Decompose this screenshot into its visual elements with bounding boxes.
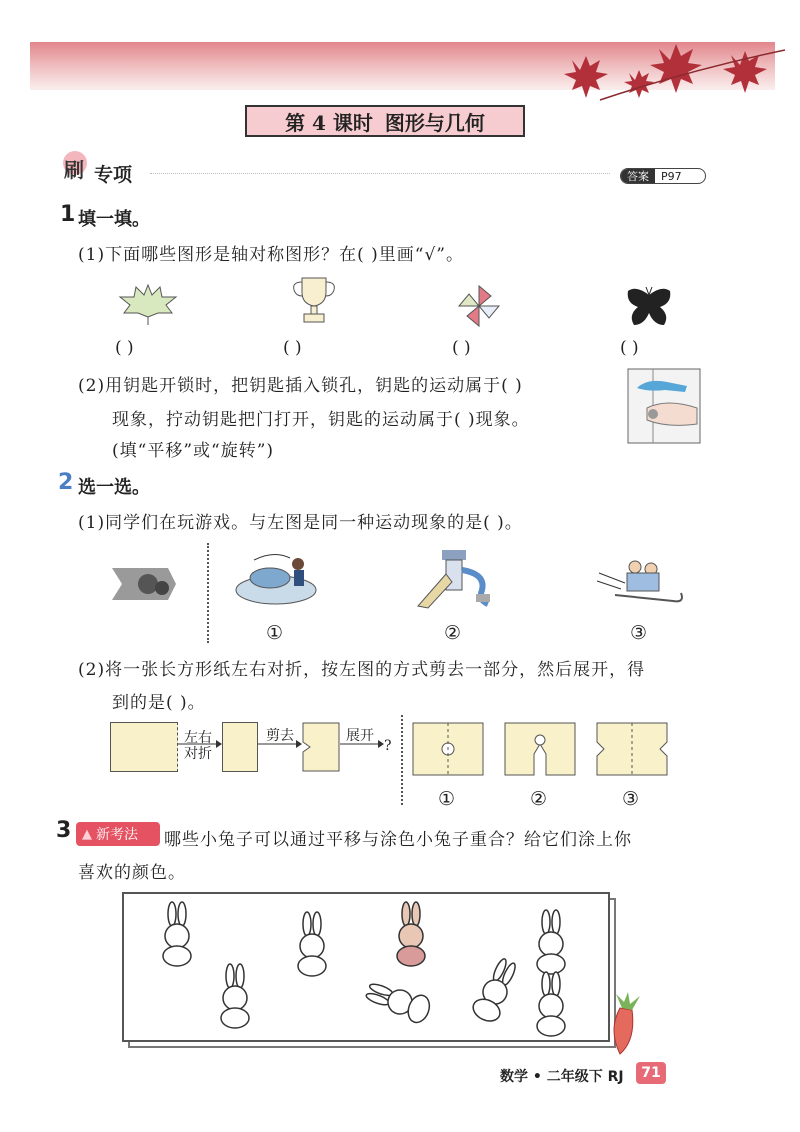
page-number: 71 [636,1062,666,1084]
section-label: 专项 [94,164,133,186]
pinwheel-icon [455,282,503,330]
q1-title: 填一填。 [78,209,150,230]
fold-label-line1: 左右 [184,730,212,746]
answer-tag-page: P97 [661,169,682,183]
merry-go-round-picture [234,548,324,608]
lesson-number: 第 4 课时 [285,110,373,135]
q3-line2: 喜欢的颜色。 [78,863,186,883]
q2-part1-option-3[interactable]: ③ [630,622,648,644]
answer-tag-label: 答案 [621,169,655,183]
q2-number: 2 [58,470,74,495]
folded-paper [222,722,258,772]
flame-icon: ▲ [82,826,92,842]
rabbit-7 [537,972,565,1036]
paper-sheet [110,722,178,772]
q2-part2-divider [401,715,403,805]
q2-part1-option-1[interactable]: ① [266,622,284,644]
answer-page-tag [620,168,706,184]
maple-leaf-icon [118,283,178,327]
lesson-title [245,105,525,137]
new-exam-badge [76,822,160,846]
q2-part2-option-3[interactable]: ③ [622,788,640,810]
q2-part1-option-2[interactable]: ② [444,622,462,644]
trophy-icon [290,274,338,326]
lesson-topic: 图形与几何 [384,110,485,135]
rabbits-area [150,900,610,1040]
rabbit-6-tilted [470,955,522,1025]
badge-label: 新考法 [96,827,138,843]
rabbit-5-rotated [363,977,433,1025]
rabbit-1 [163,902,191,966]
rabbit-2 [298,912,326,976]
q2-part2-option-1[interactable]: ① [438,788,456,810]
spinning-toy-picture [108,560,180,608]
key-in-lock-picture [627,368,701,444]
rabbit-3 [537,910,565,974]
slide-picture [412,544,496,610]
answer-paren-1[interactable]: ( ) [115,338,134,358]
question-mark: ? [384,738,392,754]
q1-number: 1 [60,202,76,227]
q2-part2-option-2[interactable]: ② [530,788,548,810]
q2-part1-divider [207,543,209,643]
fold-label [184,730,212,762]
q1-part2-line1: (2)用钥匙开锁时，把钥匙插入锁孔，钥匙的运动属于( ) [78,376,523,396]
book-footer: 数学 • 二年级下 RJ [500,1069,624,1085]
q2-part1-text: (1)同学们在玩游戏。与左图是同一种运动现象的是( )。 [78,513,523,533]
answer-paren-2[interactable]: ( ) [283,338,302,358]
answer-paren-4[interactable]: ( ) [620,338,639,358]
q2-part2-line1: (2)将一张长方形纸左右对折，按左图的方式剪去一部分，然后展开，得 [78,660,646,680]
q1-part1-text: (1)下面哪些图形是轴对称图形？在( )里画“√”。 [78,245,464,265]
unfolded-option-1 [412,722,484,776]
section-divider [150,173,610,174]
q1-part2-line2: 现象，拧动钥匙把门打开，钥匙的运动属于( )现象。 [112,410,530,430]
cut-label: 剪去 [266,728,294,744]
cut-folded-paper [302,722,340,772]
rabbit-4 [221,964,249,1028]
answer-paren-3[interactable]: ( ) [452,338,471,358]
fold-label-line2: 对折 [184,746,212,762]
unfolded-option-3 [596,722,668,776]
q2-part2-line2: 到的是( )。 [112,693,206,713]
q1-part2-line3: (填“平移”或“旋转”) [112,441,275,461]
q3-line1: 哪些小兔子可以通过平移与涂色小兔子重合？给它们涂上你 [164,830,632,850]
q2-title: 选一选。 [78,477,150,498]
unfold-label: 展开 [346,728,374,744]
q3-number: 3 [56,818,72,843]
maple-leaves-decoration [540,30,790,110]
sled-picture [595,553,687,609]
butterfly-icon [624,285,674,329]
section-icon-char: 刷 [64,158,84,182]
carrot-decoration [598,990,654,1056]
rabbit-colored [397,902,425,966]
unfolded-option-2 [504,722,576,776]
